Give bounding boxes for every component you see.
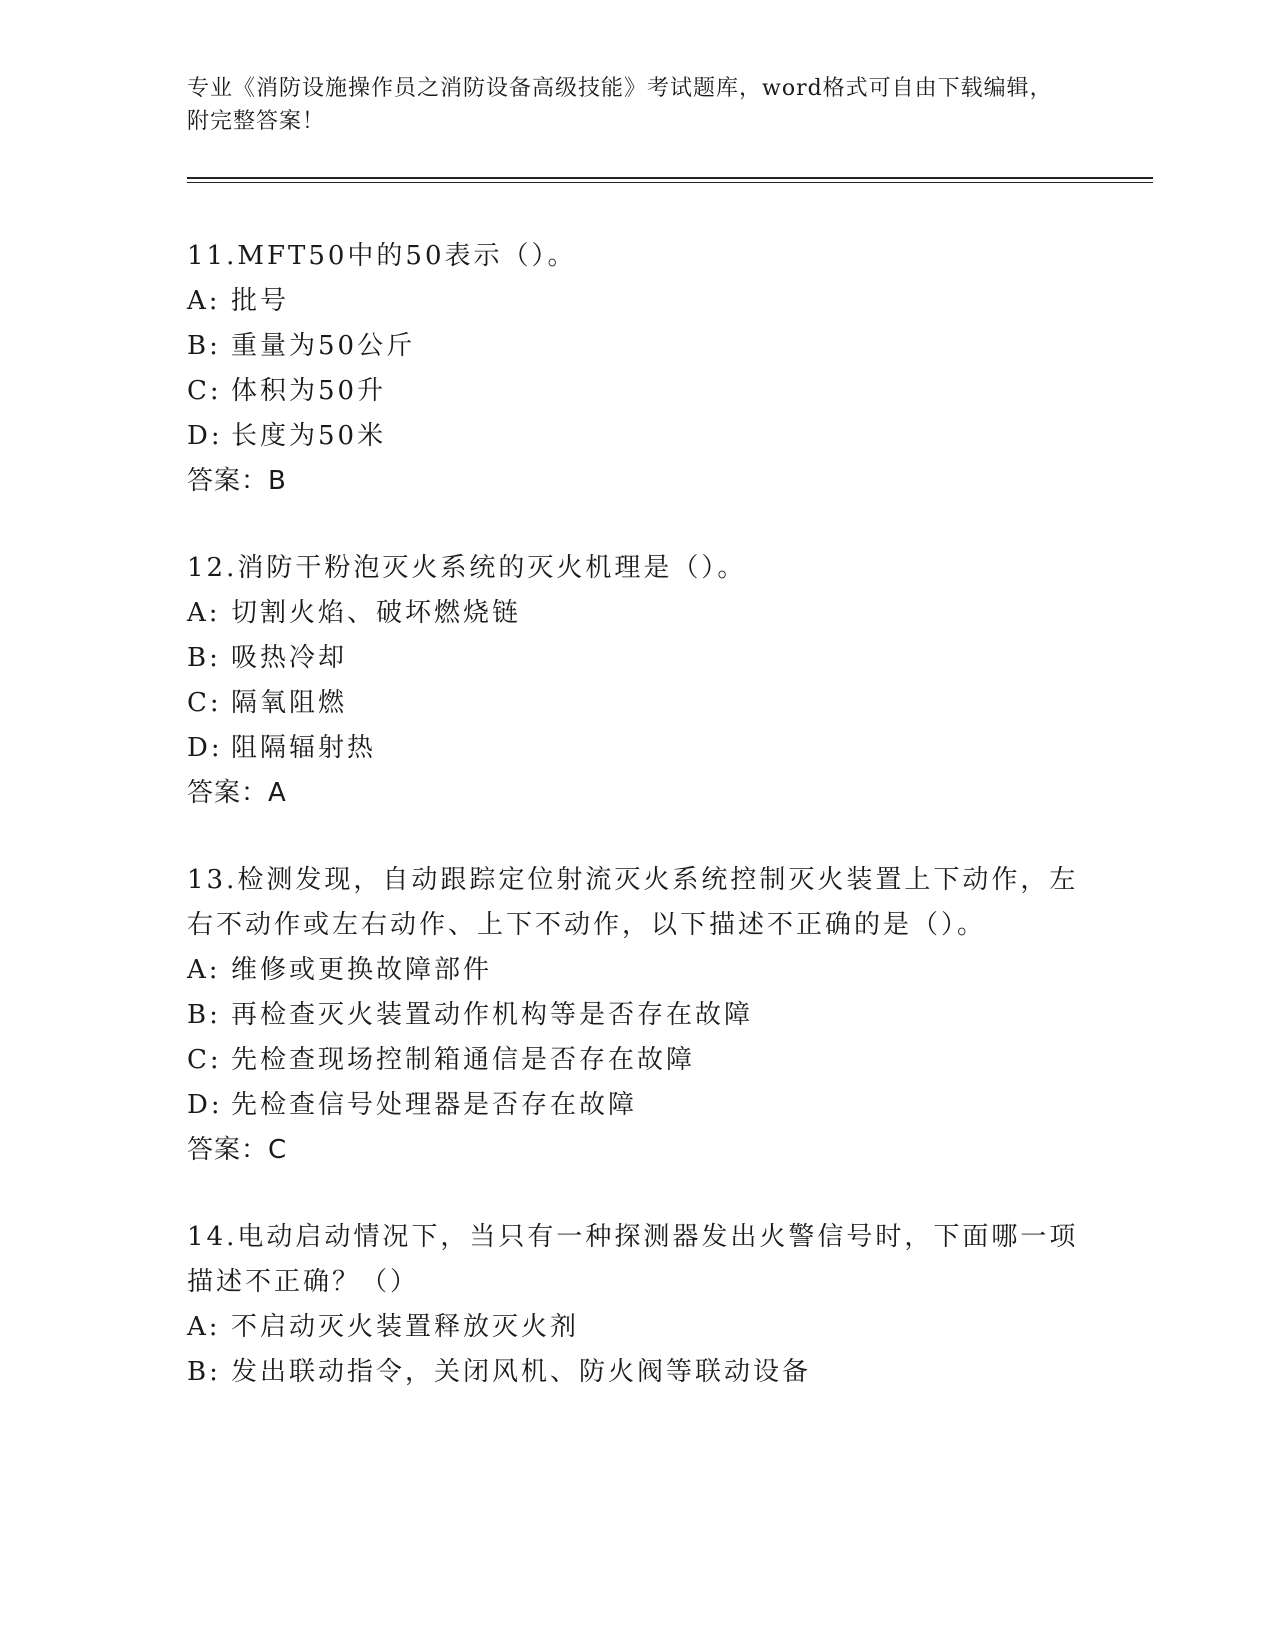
question-stem: 12.消防干粉泡灭火系统的灭火机理是（）。 [187,553,747,583]
option-key: A: [187,955,221,985]
option-b [187,636,1087,681]
option-key: B: [187,643,221,673]
question-list [187,234,1087,1437]
option-text: 切割火焰、破坏燃烧链 [231,598,522,628]
option-c [187,1038,1087,1083]
option-key: D: [187,421,223,451]
option-text: 隔氧阻燃 [231,688,348,718]
option-key: A: [187,598,221,628]
option-a [187,279,1087,324]
option-text: 长度为50米 [231,421,387,451]
option-b [187,1350,1087,1395]
option-key: B: [187,1000,221,1030]
document-intro: 专业《消防设施操作员之消防设备高级技能》考试题库，word格式可自由下载编辑，附完整答案！ [187,76,1053,134]
option-text: 阻隔辐射热 [231,733,377,763]
option-d [187,726,1087,771]
option-key: B: [187,1357,221,1387]
question-14 [187,1215,1087,1395]
header-divider-thick [187,177,1153,179]
answer-line: 答案：B [187,466,287,496]
option-key: D: [187,733,223,763]
option-a [187,591,1087,636]
option-key: C: [187,688,222,718]
option-text: 先检查现场控制箱通信是否存在故障 [231,1045,696,1075]
option-b [187,993,1087,1038]
answer-line: 答案：A [187,778,287,808]
option-a [187,948,1087,993]
answer-line: 答案：C [187,1135,288,1165]
header-divider-thin [187,182,1153,183]
option-a [187,1305,1087,1350]
option-key: C: [187,1045,222,1075]
option-d [187,414,1087,459]
option-key: C: [187,376,222,406]
question-13 [187,858,1087,1173]
option-d [187,1083,1087,1128]
question-stem: 11.MFT50中的50表示（）。 [187,241,577,271]
option-text: 维修或更换故障部件 [231,955,493,985]
question-12 [187,546,1087,816]
option-key: D: [187,1090,223,1120]
option-key: B: [187,331,221,361]
option-c [187,681,1087,726]
option-c [187,369,1087,414]
option-text: 批号 [231,286,290,316]
question-11 [187,234,1087,504]
option-text: 先检查信号处理器是否存在故障 [231,1090,638,1120]
option-b [187,324,1087,369]
option-key: A: [187,286,221,316]
option-key: A: [187,1312,221,1342]
option-text: 再检查灭火装置动作机构等是否存在故障 [231,1000,754,1030]
option-text: 重量为50公斤 [231,331,416,361]
question-stem: 14.电动启动情况下，当只有一种探测器发出火警信号时，下面哪一项描述不正确？（） [187,1222,1079,1297]
option-text: 吸热冷却 [231,643,348,673]
option-text: 不启动灭火装置释放灭火剂 [231,1312,580,1342]
option-text: 体积为50升 [231,376,387,406]
question-stem: 13.检测发现，自动跟踪定位射流灭火系统控制灭火装置上下动作，左右不动作或左右动作、上下不动作，以下描述不正确的是（）。 [187,865,1079,940]
option-text: 发出联动指令，关闭风机、防火阀等联动设备 [231,1357,812,1387]
